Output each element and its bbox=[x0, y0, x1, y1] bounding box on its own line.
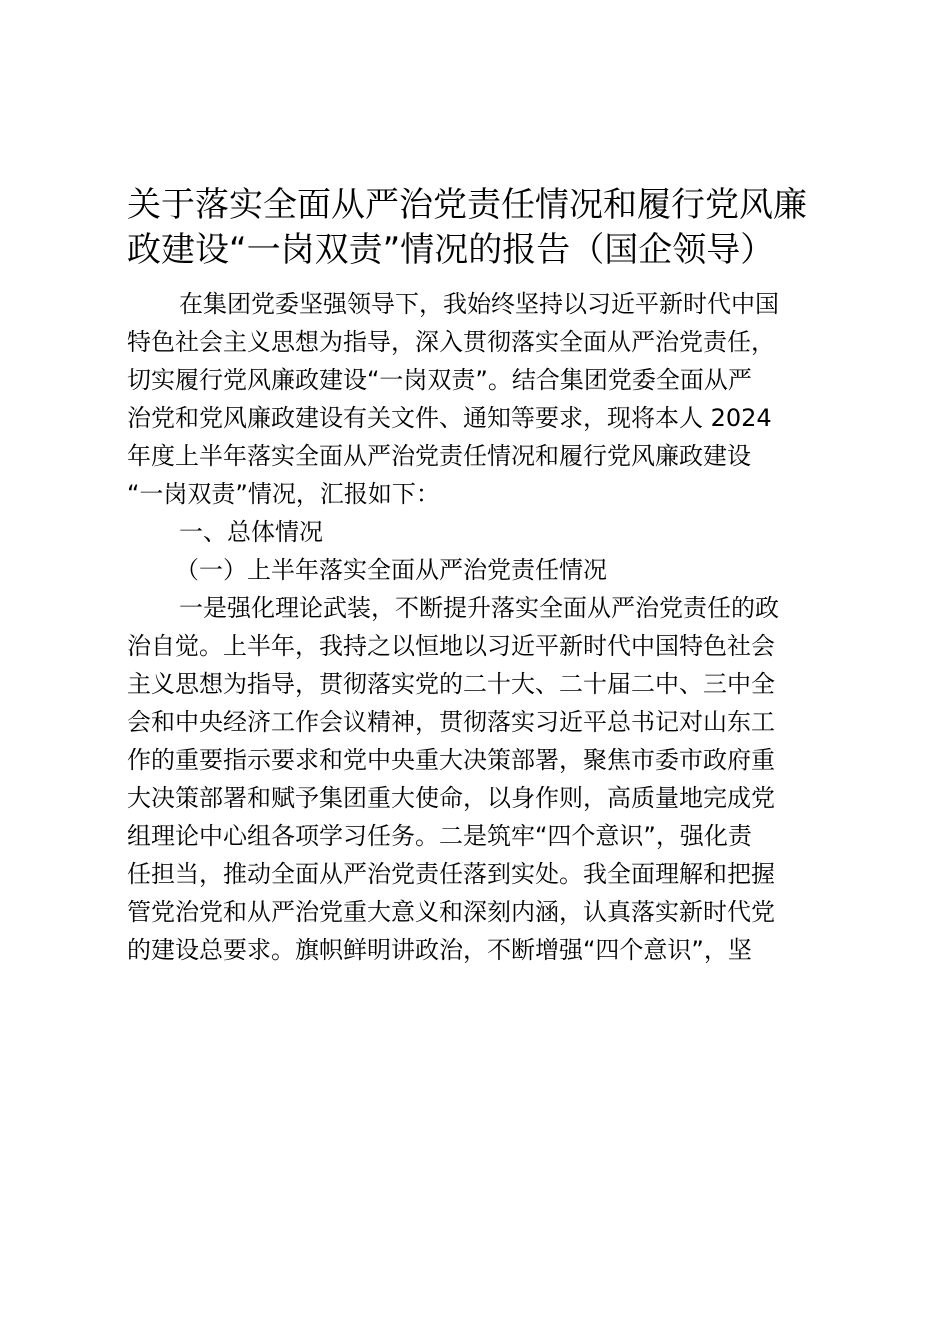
document-title bbox=[127, 183, 847, 273]
paragraph-2-line-2: 治自觉。上半年，我持之以恒地以习近平新时代中国特色社会 bbox=[127, 632, 775, 660]
paragraph-2-line-5: 作的重要指示要求和党中央重大决策部署，聚焦市委市政府重 bbox=[127, 746, 775, 774]
document-body bbox=[127, 285, 847, 969]
subsection-heading: （一）上半年落实全面从严治党责任情况 bbox=[175, 556, 607, 584]
paragraph-1-line-2: 特色社会主义思想为指导，深入贯彻落实全面从严治党责任， bbox=[127, 328, 775, 356]
paragraph-2-line-9: 管党治党和从严治党重大意义和深刻内涵，认真落实新时代党 bbox=[127, 898, 775, 926]
paragraph-1-line-3: 切实履行党风廉政建设“一岗双责”。结合集团党委全面从严 bbox=[127, 366, 752, 394]
paragraph-2-line-4: 会和中央经济工作会议精神，贯彻落实习近平总书记对山东工 bbox=[127, 708, 775, 736]
paragraph-1-line-1: 在集团党委坚强领导下，我始终坚持以习近平新时代中国 bbox=[179, 290, 779, 318]
paragraph-1-line-4: 治党和党风廉政建设有关文件、通知等要求，现将本人 2024 bbox=[127, 404, 772, 432]
paragraph-2-line-7: 组理论中心组各项学习任务。二是筑牢“四个意识”，强化责 bbox=[127, 822, 752, 850]
paragraph-2-line-8: 任担当，推动全面从严治党责任落到实处。我全面理解和把握 bbox=[127, 860, 775, 888]
paragraph-2-line-10: 的建设总要求。旗帜鲜明讲政治，不断增强“四个意识”，坚 bbox=[127, 936, 752, 964]
paragraph-2-line-3: 主义思想为指导，贯彻落实党的二十大、二十届二中、三中全 bbox=[127, 670, 775, 698]
paragraph-1-line-5: 年度上半年落实全面从严治党责任情况和履行党风廉政建设 bbox=[127, 442, 751, 470]
title-line-1: 关于落实全面从严治党责任情况和履行党风廉 bbox=[127, 185, 807, 225]
paragraph-2-line-6: 大决策部署和赋予集团重大使命，以身作则，高质量地完成党 bbox=[127, 784, 775, 812]
title-line-2: 政建设“一岗双责”情况的报告（国企领导） bbox=[127, 230, 775, 270]
section-heading: 一、总体情况 bbox=[179, 518, 323, 546]
paragraph-2-line-1: 一是强化理论武装，不断提升落实全面从严治党责任的政 bbox=[179, 594, 779, 622]
paragraph-1-line-6: “一岗双责”情况，汇报如下： bbox=[127, 480, 440, 508]
